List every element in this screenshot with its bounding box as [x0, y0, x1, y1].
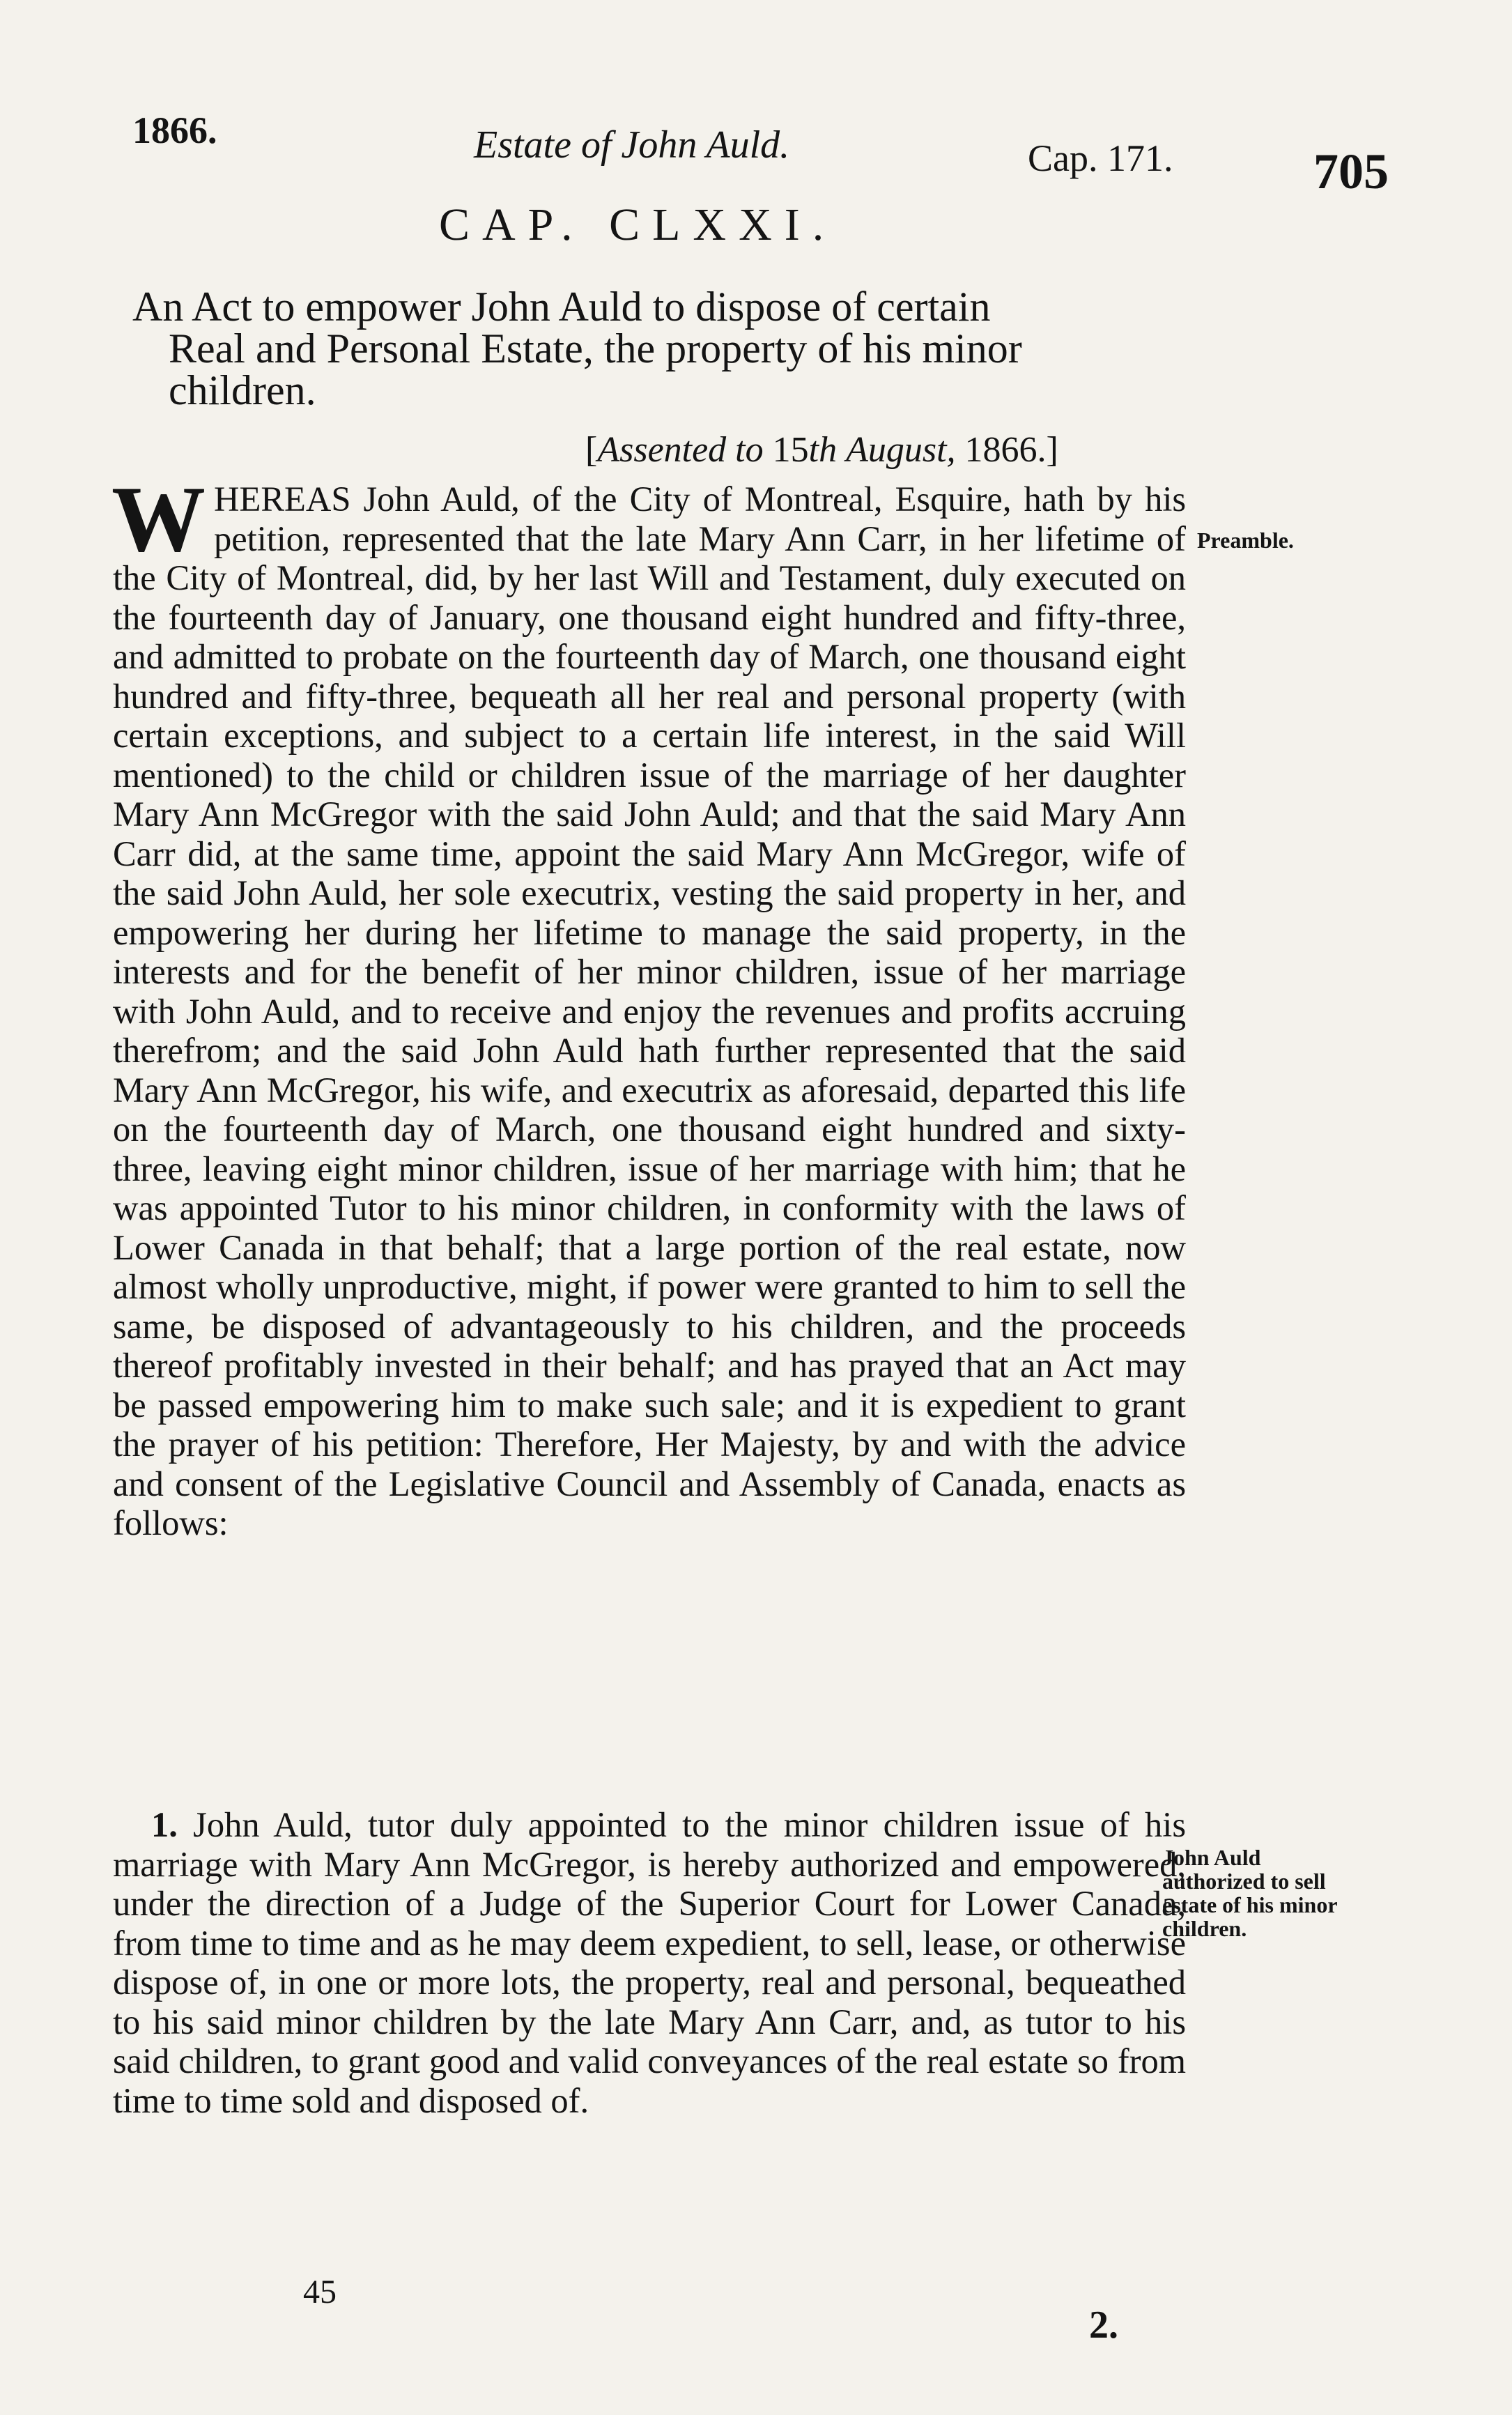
margin-note-preamble: Preamble.	[1197, 528, 1294, 553]
assent-month: August,	[846, 430, 956, 470]
act-title-line-3: children.	[169, 367, 316, 413]
assent-italic-text: Assented to	[597, 430, 764, 470]
assent-date	[585, 432, 1058, 468]
preamble-text: HEREAS John Auld, of the City of Montreal, Esquire, hath by his petition, represented that the late Mary Ann Carr, in her lifetime of the City of Montreal, did, by her last Will and Testament, duly executed on the fourteenth day of January, one thousand eight hundred and fifty-three, and admitted to probate on the fourteenth day of March, one thousand eight hundred and fifty-three, bequeath all her real and personal property (with certain exceptions, and subject to a certain life interest, in the said Will mentioned) to the child or children issue of the marriage of her daughter Mary Ann McGregor with the said John Auld; and that the said Mary Ann Carr did, at the same time, appoint the said Mary Ann McGregor, wife of the said John Auld, her sole executrix, vesting the said property in her, and empowering her during her lifetime to manage the said property, in the interests and for the benefit of her minor children, issue of her marriage with John Auld, and to receive and enjoy the revenues and profits accruing therefrom; and the said John Auld hath further represented that the said Mary Ann McGregor, his wife, and executrix as aforesaid, departed this life on the fourteenth day of March, one thousand eight hundred and sixty-three, leaving eight minor children, issue of her marriage with him; that he was appointed Tutor to his minor children, in conformity with the laws of Lower Canada in that behalf; that a large portion of the real estate, now almost wholly unproductive, might, if power were granted to him to sell the same, be disposed of advantageously to his children, and the proceeds thereof profitably invested in their behalf; and has prayed that an Act may be passed empowering him to make such sale; and it is expedient to grant the prayer of his petition: Therefore, Her Majesty, by and with the advice and consent of the Legislative Council and Assembly of Canada, enacts as follows:	[113, 480, 1186, 1542]
signature-mark: 45	[303, 2274, 337, 2310]
assent-open-bracket: [	[585, 430, 598, 470]
running-header-title: Estate of John Auld.	[474, 123, 790, 167]
act-title-line-2: Real and Personal Estate, the property of his minor	[169, 325, 1022, 371]
chapter-heading: CAP. CLXXI.	[439, 199, 837, 250]
preamble-paragraph	[111, 468, 1186, 1543]
section-1-paragraph	[113, 1805, 1186, 2120]
section-number: 1.	[151, 1805, 178, 1844]
section-1-text: John Auld, tutor duly appointed to the minor children issue of his marriage with Mary Ann McGregor, is hereby authorized and empowered, under the direction of a Judge of the Superior Court for Lower Canada, from time to time and as he may deem expedient, to sell, lease, or otherwise dispose of, in one or more lots, the property, real and personal, bequeathed to his said minor children by the late Mary Ann Carr, and, as tutor to his said children, to grant good and valid conveyances of the real estate so from time to time sold and disposed of.	[113, 1805, 1186, 2120]
catchword-next-section: 2.	[1089, 2303, 1118, 2347]
running-header-chapter: Cap. 171.	[1028, 137, 1173, 179]
running-header-year: 1866.	[132, 109, 217, 151]
page-number: 705	[1313, 144, 1389, 199]
act-title-line-1: An Act to empower John Auld to dispose of certain	[132, 284, 991, 330]
assent-day: 15	[772, 430, 809, 470]
drop-cap: W	[111, 468, 206, 572]
act-title	[132, 286, 1205, 411]
margin-note-section-1: John Auld authorized to sell estate of his minor children.	[1162, 1845, 1337, 1941]
assent-year: 1866.]	[964, 430, 1058, 470]
assent-day-suffix: th	[808, 430, 838, 470]
